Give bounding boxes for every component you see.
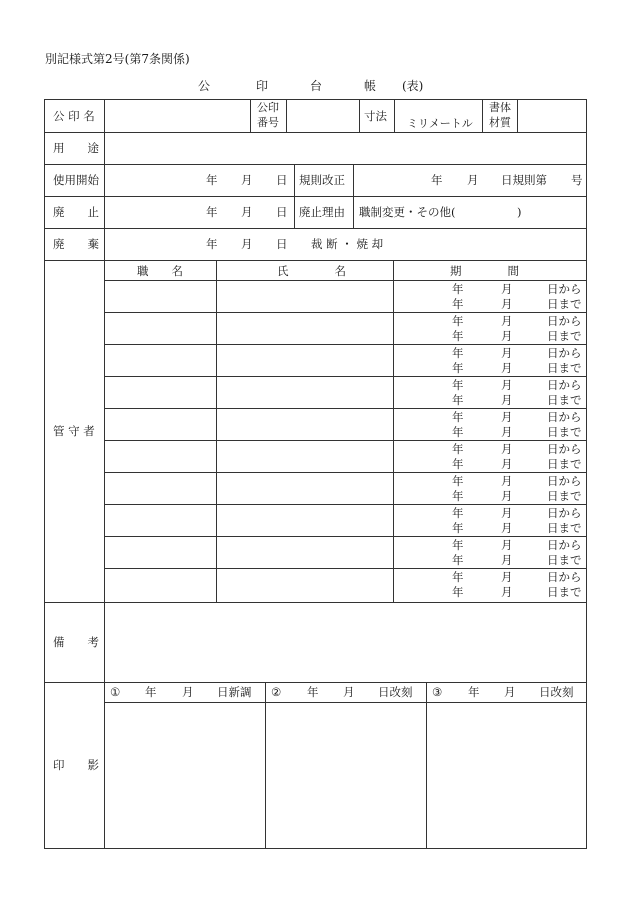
abolish-reason-close: ) [517, 205, 522, 219]
period-from-d-row10: 日から [547, 570, 582, 584]
period-from-m-row5: 月 [501, 410, 513, 424]
period-from-d-row3: 日から [547, 346, 582, 360]
period-to-d-row2: 日まで [547, 329, 582, 343]
period-from-d-row8: 日から [547, 506, 582, 520]
period-from-y-row8: 年 [452, 506, 464, 520]
period-from-y-row5: 年 [452, 410, 464, 424]
period-from-d-row6: 日から [547, 442, 582, 456]
period-to-d-row8: 日まで [547, 521, 582, 535]
period-from-y-row2: 年 [452, 314, 464, 328]
period-from-m-row6: 月 [501, 442, 513, 456]
impression-col1-num: ① [110, 685, 121, 699]
start-month: 月 [241, 173, 253, 187]
remarks-label: 備 考 [53, 635, 99, 649]
period-from-d-row4: 日から [547, 378, 582, 392]
dispose-label: 廃 棄 [53, 237, 99, 251]
period-to-y-row4: 年 [452, 393, 464, 407]
impression-col1-month: 月 [182, 685, 194, 699]
start-day: 日 [276, 173, 288, 187]
dispose-method: 裁 断 ・ 焼 却 [311, 237, 384, 251]
form-number: 別記様式第2号(第7条関係) [45, 52, 190, 66]
period-from-y-row10: 年 [452, 570, 464, 584]
impression-col3-num: ③ [432, 685, 443, 699]
period-to-d-row10: 日まで [547, 585, 582, 599]
period-to-y-row5: 年 [452, 425, 464, 439]
period-to-m-row4: 月 [501, 393, 513, 407]
abolish-day: 日 [276, 205, 288, 219]
period-to-d-row1: 日まで [547, 297, 582, 311]
period-from-d-row9: 日から [547, 538, 582, 552]
period-to-m-row3: 月 [501, 361, 513, 375]
col-period-header: 期 間 [450, 264, 519, 278]
period-from-y-row1: 年 [452, 282, 464, 296]
period-to-y-row7: 年 [452, 489, 464, 503]
period-to-y-row1: 年 [452, 297, 464, 311]
revision-number: 号 [571, 173, 583, 187]
impression-col1-action: 日新調 [217, 685, 252, 699]
impression-col3-year: 年 [468, 685, 480, 699]
dispose-day: 日 [276, 237, 288, 251]
col-name-header: 氏 名 [277, 264, 346, 278]
period-to-m-row10: 月 [501, 585, 513, 599]
impression-col3-month: 月 [504, 685, 516, 699]
period-from-y-row7: 年 [452, 474, 464, 488]
start-year: 年 [206, 173, 218, 187]
dispose-month: 月 [241, 237, 253, 251]
abolish-label: 廃 止 [53, 205, 99, 219]
period-from-d-row7: 日から [547, 474, 582, 488]
custodian-label: 管 守 者 [53, 424, 95, 438]
period-from-m-row2: 月 [501, 314, 513, 328]
impression-col2-action: 日改刻 [378, 685, 413, 699]
purpose-label: 用 途 [53, 141, 99, 155]
seal-number-label-line2: 番号 [257, 116, 279, 129]
period-to-y-row8: 年 [452, 521, 464, 535]
abolish-reason-label: 廃止理由 [299, 205, 345, 219]
dispose-year: 年 [206, 237, 218, 251]
size-unit: ミリメートル [407, 117, 473, 130]
impression-col2-num: ② [271, 685, 282, 699]
period-to-m-row2: 月 [501, 329, 513, 343]
impression-col1-year: 年 [145, 685, 157, 699]
impression-col2-month: 月 [343, 685, 355, 699]
revision-month: 月 [467, 173, 479, 187]
period-to-y-row10: 年 [452, 585, 464, 599]
period-from-y-row3: 年 [452, 346, 464, 360]
period-from-y-row6: 年 [452, 442, 464, 456]
period-to-y-row3: 年 [452, 361, 464, 375]
seal-name-label: 公 印 名 [53, 109, 95, 123]
period-to-m-row7: 月 [501, 489, 513, 503]
period-from-d-row1: 日から [547, 282, 582, 296]
period-from-y-row9: 年 [452, 538, 464, 552]
title-char-1: 公 [198, 79, 211, 93]
impression-col3-action: 日改刻 [539, 685, 574, 699]
abolish-month: 月 [241, 205, 253, 219]
period-to-d-row7: 日まで [547, 489, 582, 503]
abolish-reason-text: 職制変更・その他( [359, 205, 456, 219]
abolish-year: 年 [206, 205, 218, 219]
period-to-y-row9: 年 [452, 553, 464, 567]
period-from-m-row4: 月 [501, 378, 513, 392]
period-to-m-row8: 月 [501, 521, 513, 535]
revision-year: 年 [431, 173, 443, 187]
col-position-header: 職 名 [137, 264, 183, 278]
period-to-m-row9: 月 [501, 553, 513, 567]
period-to-d-row6: 日まで [547, 457, 582, 471]
period-to-d-row4: 日まで [547, 393, 582, 407]
period-to-d-row5: 日まで [547, 425, 582, 439]
period-to-d-row9: 日まで [547, 553, 582, 567]
font-label-line1: 書体 [489, 101, 511, 114]
period-to-y-row2: 年 [452, 329, 464, 343]
impression-label: 印 影 [53, 758, 99, 772]
period-from-m-row8: 月 [501, 506, 513, 520]
period-from-m-row1: 月 [501, 282, 513, 296]
period-to-d-row3: 日まで [547, 361, 582, 375]
font-label-line2: 材質 [489, 116, 511, 129]
period-from-y-row4: 年 [452, 378, 464, 392]
period-to-m-row6: 月 [501, 457, 513, 471]
period-from-m-row9: 月 [501, 538, 513, 552]
title-char-3: 台 [310, 79, 323, 93]
period-from-m-row10: 月 [501, 570, 513, 584]
title-char-2: 印 [256, 79, 269, 93]
period-to-m-row1: 月 [501, 297, 513, 311]
size-label: 寸法 [364, 109, 387, 123]
revision-day-rule: 日規則第 [501, 173, 547, 187]
period-from-d-row2: 日から [547, 314, 582, 328]
title-suffix: (表) [402, 79, 424, 93]
seal-register-table [44, 99, 587, 849]
period-from-m-row3: 月 [501, 346, 513, 360]
impression-col2-year: 年 [307, 685, 319, 699]
rule-revision-label: 規則改正 [299, 173, 345, 187]
period-to-m-row5: 月 [501, 425, 513, 439]
start-use-label: 使用開始 [53, 173, 99, 187]
period-to-y-row6: 年 [452, 457, 464, 471]
seal-number-label-line1: 公印 [257, 101, 279, 114]
period-from-d-row5: 日から [547, 410, 582, 424]
title-char-4: 帳 [364, 79, 377, 93]
period-from-m-row7: 月 [501, 474, 513, 488]
